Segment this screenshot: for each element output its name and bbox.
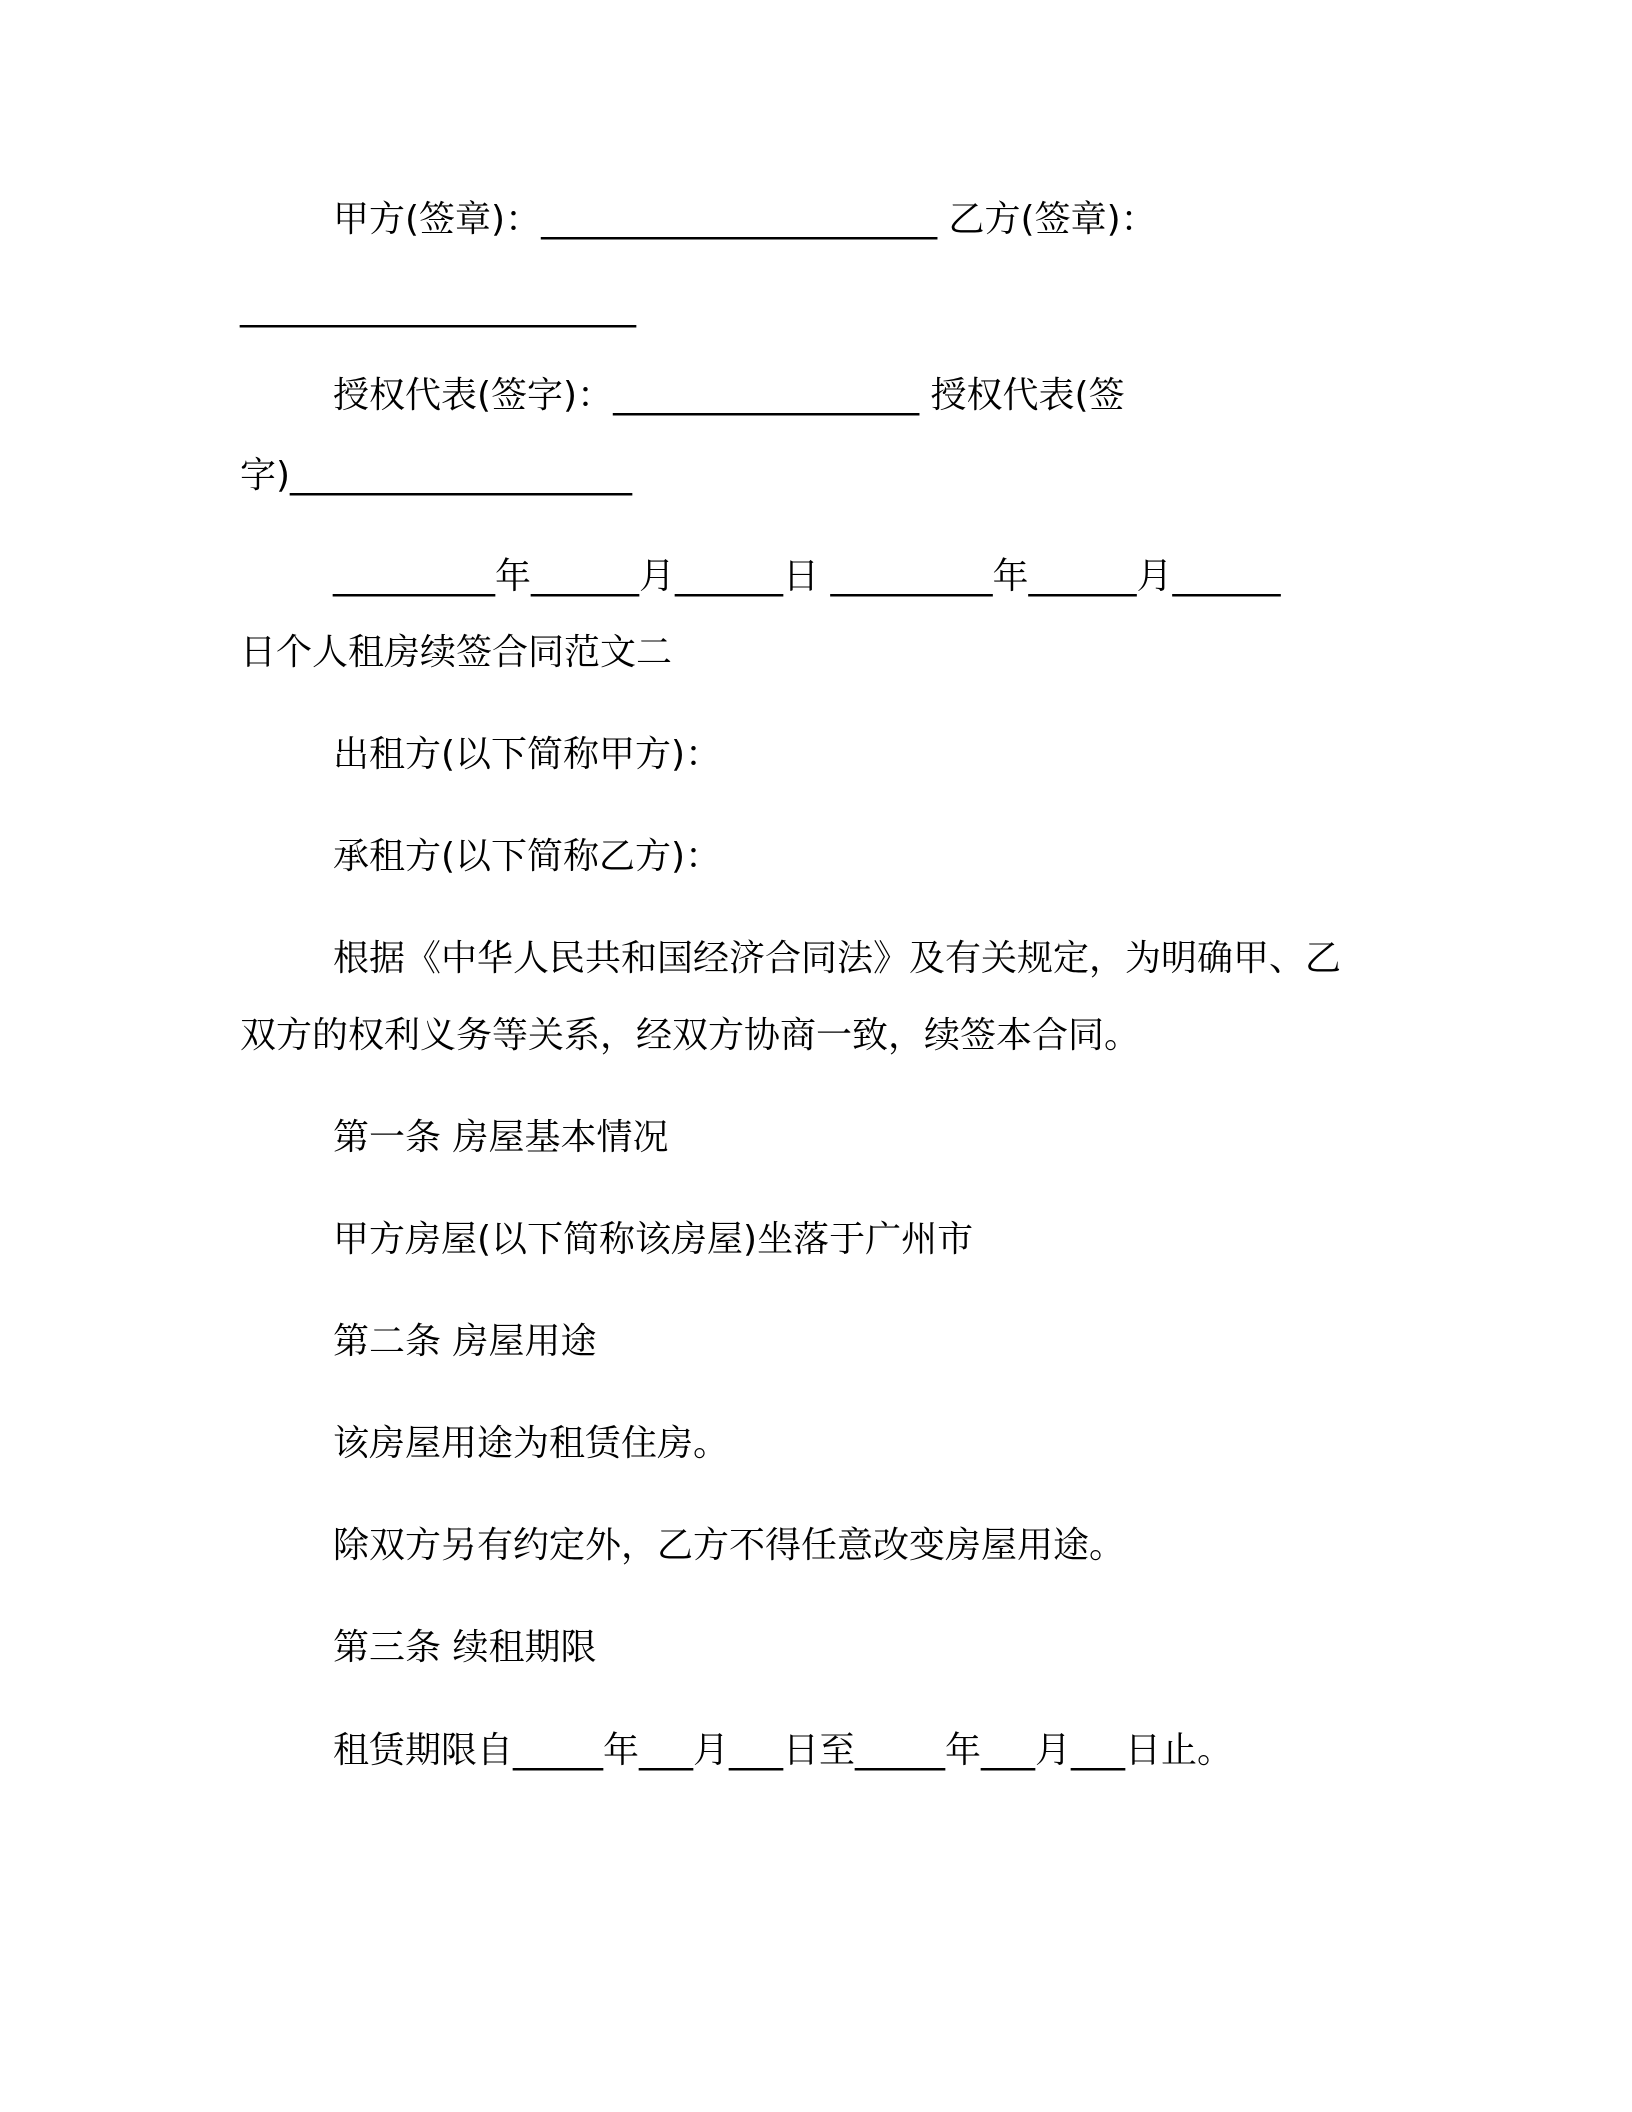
authorized-rep-line-cont: 字)___________________ <box>240 455 633 496</box>
article-2-body-1: 该房屋用途为租赁住房。 <box>333 1423 730 1464</box>
lessor-line: 出租方(以下简称甲方)： <box>333 734 722 775</box>
preamble-line-1: 根据《中华人民共和国经济合同法》及有关规定，为明确甲、乙 <box>333 938 1342 979</box>
article-1-heading: 第一条 房屋基本情况 <box>333 1117 669 1158</box>
article-2-heading: 第二条 房屋用途 <box>333 1321 597 1362</box>
section-title: 日个人租房续签合同范文二 <box>240 632 673 673</box>
article-3-heading: 第三条 续租期限 <box>333 1627 597 1668</box>
preamble-line-2: 双方的权利义务等关系，经双方协商一致，续签本合同。 <box>240 1015 1141 1056</box>
authorized-rep-line: 授权代表(签字)：_________________ 授权代表(签 <box>333 375 1125 416</box>
signature-party-a-b: 甲方(签章)：______________________ 乙方(签章)： <box>333 199 1157 240</box>
lessee-line: 承租方(以下简称乙方)： <box>333 836 722 877</box>
signature-line-b: ______________________ <box>240 287 636 328</box>
article-3-body: 租赁期限自_____年___月___日至_____年___月___日止。 <box>333 1730 1234 1771</box>
date-line: _________年______月______日 _________年______月______ <box>333 556 1281 597</box>
article-1-body: 甲方房屋(以下简称该房屋)坐落于广州市 <box>333 1219 974 1260</box>
article-2-body-2: 除双方另有约定外，乙方不得任意改变房屋用途。 <box>333 1525 1126 1566</box>
